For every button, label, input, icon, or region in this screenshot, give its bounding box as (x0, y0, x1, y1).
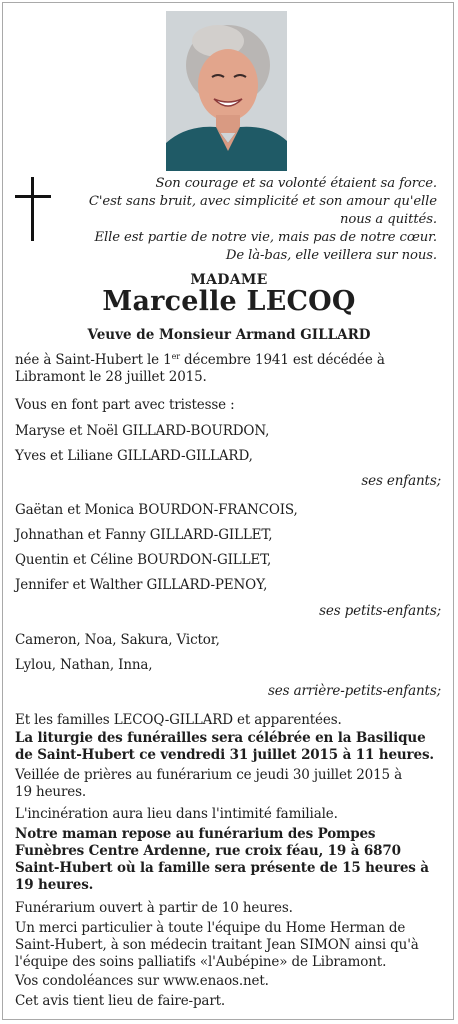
poem-line: nous a quittés. (340, 212, 437, 227)
grandchild-entry: Jennifer et Walther GILLARD-PENOY, (15, 577, 268, 593)
vigil-text (15, 767, 441, 801)
birth-text-end: décembre 1941 est décédée à (179, 352, 385, 368)
intro-text: Vous en font part avec tristesse : (15, 397, 235, 413)
children-label: ses enfants; (361, 473, 441, 489)
thanks-line: Saint-Hubert, à son médecin traitant Jean SIMON ainsi qu'à (15, 937, 419, 953)
vigil-line: 19 heures. (15, 784, 87, 800)
thanks-line: l'équipe des soins palliatifs «l'Aubépine» de Libramont. (15, 954, 387, 970)
thanks-line: Un merci particulier à toute l'équipe du Home Herman de (15, 920, 406, 936)
rest-line: 19 heures. (15, 877, 94, 893)
birth-text-start: née à Saint-Hubert le 1 (15, 352, 172, 368)
portrait-photo (166, 11, 287, 171)
great-grandchildren-label: ses arrière-petits-enfants; (268, 683, 441, 699)
great-grandchildren-entry: Cameron, Noa, Sakura, Victor, (15, 632, 220, 648)
widow-of: Veuve de Monsieur Armand GILLARD (87, 327, 371, 343)
thanks-text (15, 920, 441, 971)
portrait-illustration (166, 11, 287, 171)
liturgy-line: La liturgie des funérailles sera célébrée en la Basilique (15, 730, 426, 746)
child-entry: Maryse et Noël GILLARD-BOURDON, (15, 423, 270, 439)
liturgy-line: de Saint-Hubert ce vendredi 31 juillet 2015 à 11 heures. (15, 747, 434, 763)
grandchildren-label: ses petits-enfants; (319, 603, 441, 619)
death-text: Libramont le 28 juillet 2015. (15, 369, 207, 385)
grandchild-entry: Gaëtan et Monica BOURDON-FRANCOIS, (15, 502, 298, 518)
rest-text (15, 826, 441, 894)
poem-line: Son courage et sa volonté étaient sa force. (155, 176, 437, 191)
liturgy-text (15, 730, 441, 764)
closing-text: Cet avis tient lieu de faire-part. (15, 993, 226, 1009)
families-text: Et les familles LECOQ-GILLARD et apparentées. (15, 712, 342, 728)
deceased-name: Marcelle LECOQ (102, 286, 356, 317)
opening-text: Funérarium ouvert à partir de 10 heures. (15, 900, 293, 916)
honorific: MADAME (190, 272, 268, 288)
child-entry: Yves et Liliane GILLARD-GILLARD, (15, 448, 253, 464)
cremation-text: L'incinération aura lieu dans l'intimité familiale. (15, 806, 338, 822)
obituary-notice (2, 2, 454, 1020)
rest-line: Notre maman repose au funérarium des Pompes (15, 826, 376, 842)
ordinal-suffix: er (171, 352, 180, 361)
grandchild-entry: Johnathan et Fanny GILLARD-GILLET, (15, 527, 273, 543)
vigil-line: Veillée de prières au funérarium ce jeudi 30 juillet 2015 à (15, 767, 402, 783)
poem-line: C'est sans bruit, avec simplicité et son amour qu'elle (88, 194, 437, 209)
rest-line: Saint-Hubert où la famille sera présente de 15 heures à (15, 860, 429, 876)
grandchild-entry: Quentin et Céline BOURDON-GILLET, (15, 552, 272, 568)
rest-line: Funèbres Centre Ardenne, rue croix féau, 19 à 6870 (15, 843, 401, 859)
great-grandchildren-entry: Lylou, Nathan, Inna, (15, 657, 153, 673)
poem-line: Elle est partie de notre vie, mais pas de notre cœur. (94, 230, 437, 245)
latin-cross-icon (15, 177, 51, 241)
birth-death-info (15, 352, 441, 386)
poem (77, 175, 437, 265)
condolences-text: Vos condoléances sur www.enaos.net. (15, 973, 269, 989)
poem-line: De là-bas, elle veillera sur nous. (225, 248, 437, 263)
